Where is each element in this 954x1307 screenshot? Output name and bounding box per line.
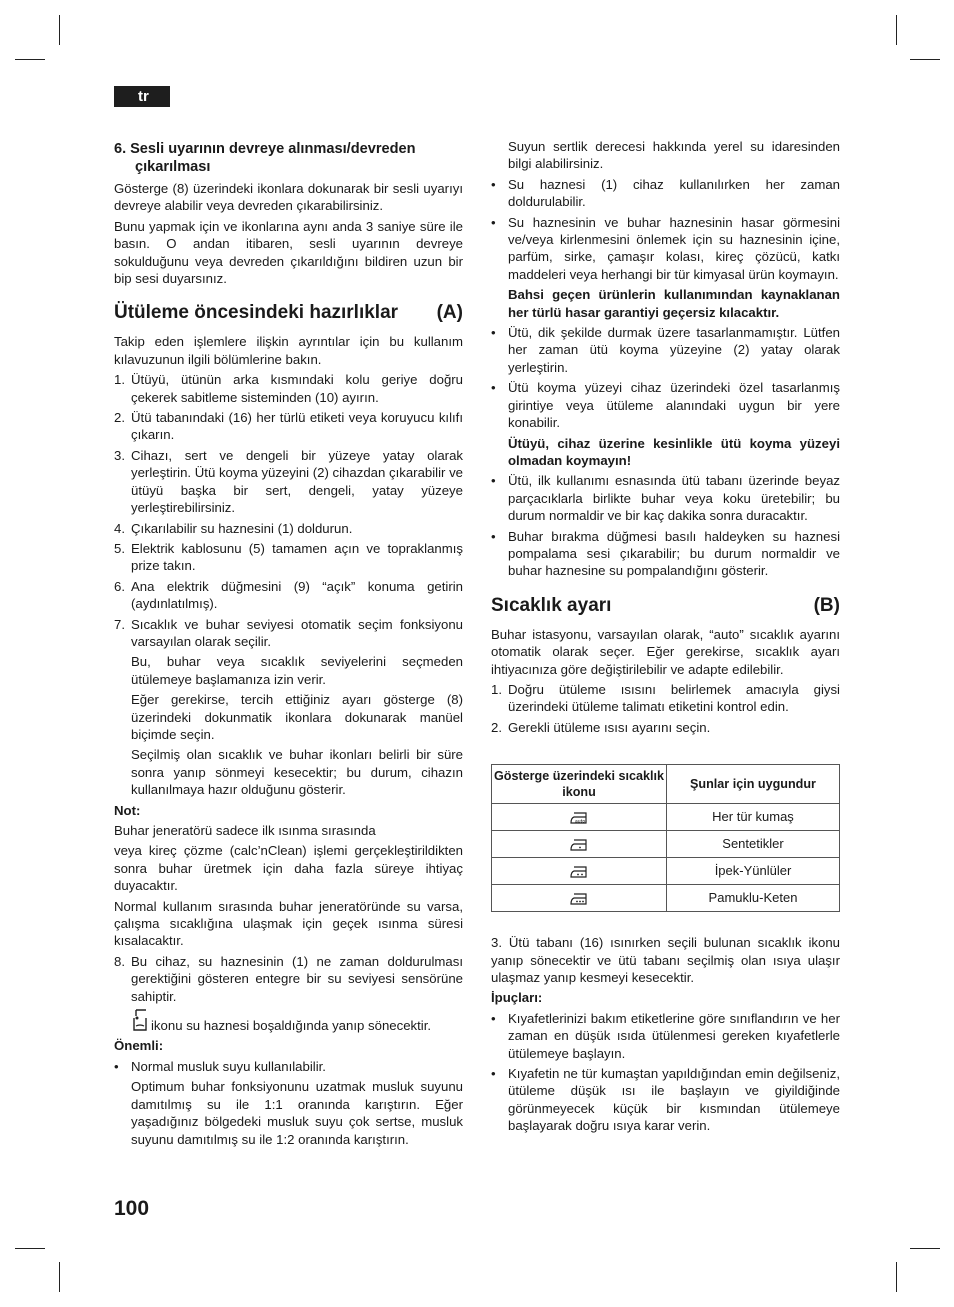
section-a-title: Ütüleme öncesindeki hazırlıklar [114,302,399,324]
svg-text:auto: auto [575,819,586,825]
iron-3dot-icon [569,892,589,906]
table-cell-label: Pamuklu-Keten [667,885,840,912]
water-tank-icon [131,1008,149,1034]
paragraph: Takip eden işlemlere ilişkin ayrıntılar için bu kullanım kılavuzunun ilgili bölümlerine bakın. [114,334,463,367]
list-item: 2. Gerekli ütüleme ısısı ayarını seçin. [491,719,711,735]
note-label: Not: [114,802,141,818]
table-cell-label: Her tür kumaş [667,804,840,831]
crop-mark [59,1262,60,1292]
section-b-tag: (B) [813,594,840,616]
list-item: • Ütü, ilk kullanımı esnasında ütü tabanı üzerinde beyaz parçacıklarla birlikte buhar veya koku üretebilir; bu durum normaldir ve bir kaç dakika sonra duracaktır. [491,473,840,524]
water-level-note: ikonu su haznesi boşaldığında yanıp sönecektir. [114,1008,463,1034]
paragraph: Gösterge (8) üzerindeki ikonlara dokunarak bir sesli uyarıyı devreye alabilir veya devreden çıkarabilirsiniz. [114,181,463,214]
section-6-heading: 6. Sesli uyarının devreye alınması/devreden çıkarılması [114,140,463,176]
language-tab: tr [114,86,170,107]
list-item: 1. Ütüyü, ütünün arka kısmındaki kolu geriye doğru çekerek sabitleme sisteminden (10) ayırın. [114,372,463,405]
table-header-icon: Gösterge üzerindeki sıcaklık ikonu [492,765,667,804]
warning-text: Bahsi geçen ürünlerin kullanımından kaynaklanan her türlü hasar garantiyi geçersiz kılacaktır. [508,287,840,320]
left-column [114,138,463,1151]
section-a-heading [114,301,463,325]
list-item: 3. Cihazı, sert ve dengeli bir yüzeye yatay olarak yerleştirin. Ütü koyma yüzeyini (2) cihazdan çıkarabilir ve ütüyü başka bir sert, dengeli, yatay yüzeye yerleştirebilirsiniz. [114,447,464,516]
list-item: 6. Ana elektrik düğmesini (9) “açık” konuma getirin (aydınlatılmış). [114,578,463,612]
list-item: • Kıyafetlerinizi bakım etiketlerine göre sınıflandırın ve her zaman en düşük ısıda ütülenmesi gereken kıyafetlerle ütülemeye başlayın. [491,1010,840,1061]
iron-2dot-icon [569,865,589,879]
list-item: 2. Ütü tabanındaki (16) her türlü etiketi veya koruyucu kılıfı çıkarın. [114,410,463,443]
section-6-title-line2: çıkarılması [135,159,211,175]
section-b-heading [491,594,840,618]
table-header-row [492,765,840,804]
right-column [491,138,840,1138]
step-7-detail: Eğer gerekirse, tercih ettiğiniz ayarı gösterge (8) üzerindeki dokunmatik ikonlara dokunarak manüel biçimde seçin. [131,692,463,742]
crop-mark [15,59,45,60]
crop-mark [15,1248,45,1249]
continued-text: Suyun sertlik derecesi hakkında yerel su idaresinden bilgi alabilirsiniz. [508,139,840,172]
page-number: 100 [114,1197,150,1220]
important-label: Önemli: [114,1038,164,1054]
crop-mark [896,15,897,45]
paragraph: Buhar istasyonu, varsayılan olarak, “auto” sıcaklık ayarını otomatik olarak seçer. Eğer gerekirse, sıcaklık ayarı ihtiyacınıza göre değiştirilebilir ve adapte edilebilir. [491,626,840,677]
temperature-table [491,764,840,912]
warning-text: Ütüyü, cihaz üzerine kesinlikle ütü koyma yüzeyi olmadan koymayın! [508,435,840,468]
list-item: • Ütü, dik şekilde durmak üzere tasarlanmamıştır. Lütfen her zaman ütü koyma yüzeyine (2) yatay olarak yerleştirin. [491,325,840,375]
section-b-title: Sıcaklık ayarı [491,594,612,616]
preparation-steps [114,371,463,798]
note-text: veya kireç çözme (calc’nClean) işlemi gerçekleştirildikten sonra buhar üretmek için daha fazla süreye ihtiyaç duyacaktır. [114,843,463,894]
crop-mark [910,59,940,60]
section-6-title-line1: Sesli uyarının devreye alınması/devreden [130,141,416,157]
list-item: 4. Çıkarılabilir su haznesini (1) doldurun. [114,520,353,536]
section-a-tag: (A) [436,302,463,324]
table-row [492,885,840,912]
paragraph: Bunu yapmak için ve ikonlarına aynı anda 3 saniye süre ile basın. O andan itibaren, sesli uyarının devreye sokulduğunu veya devreden çıkarıldığını bildiren uzun bir bip sesi duyarsınız. [114,218,463,287]
crop-mark [910,1248,940,1249]
table-cell-label: İpek-Yünlüler [667,858,840,885]
note-text: Buhar jeneratörü sadece ilk ısınma sırasında [114,823,376,838]
iron-1dot-icon [569,838,589,852]
list-item: 8. Bu cihaz, su haznesinin (1) ne zaman doldurulması gerektiğini gösteren entegre bir su seviyesi sensörüne sahiptir. [114,953,463,1004]
note-text: Normal kullanım sırasında buhar jeneratöründe su varsa, çalışma sıcaklığına ulaşmak için geçek ısınma süresi kısalacaktır. [114,898,463,949]
list-item: • Kıyafetin ne tür kumaştan yapıldığından emin değilseniz, ütüleme düşük ısı ile başlayın ve giyildiğinde görünmeyecek küçük bir kısmından ütülemeye başlayarak doğru ısıya karar verin. [491,1066,840,1134]
list-item: • Su haznesi (1) cihaz kullanılırken her zaman doldurulabilir. [491,176,840,210]
table-row [492,831,840,858]
table-cell-label: Sentetikler [667,831,840,858]
step-7-detail: Bu, buhar veya sıcaklık seviyelerini seçmeden ütülemeye başlamanıza izin verir. [131,654,463,687]
list-item: • Ütü koyma yüzeyi cihaz üzerindeki özel tasarlanmış girintiye veya ütüleme alanındaki uygun bir yere konabilir. [491,380,840,431]
list-item: • Normal musluk suyu kullanılabilir. [114,1058,326,1074]
list-item: • Su haznesinin ve buhar haznesinin hasar görmesini ve/veya kirlenmesini önlemek için su haznesinin içine, parfüm, sirke, çamaşır kolası, kireç çözücü, katkı maddeleri veya herhangi bir tür kimyasal ürün koymayın. [491,214,840,282]
crop-mark [59,15,60,45]
list-item: 7. Sıcaklık ve buhar seviyesi otomatik seçim fonksiyonu varsayılan olarak seçilir. [114,616,463,649]
list-item: • Buhar bırakma düğmesi basılı haldeyken su haznesi pompalama sesi çıkarabilir; bu durum normaldir ve buhar haznesine su pompalandığını gösterir. [491,528,840,579]
crop-mark [896,1262,897,1292]
step-7-detail: Seçilmiş olan sıcaklık ve buhar ikonları belirli bir süre sonra yanıp sönmeyi kesecektir; bu durum, cihazın kullanılmaya hazır olduğunu gösterir. [131,747,463,798]
table-row [492,804,840,831]
list-item: 1. Doğru ütüleme ısısını belirlemek amacıyla giysi üzerindeki ütüleme talimatı etiketini kontrol edin. [491,681,840,715]
important-detail: Optimum buhar fonksiyonunu uzatmak musluk suyunu damıtılmış su ile 1:1 oranında karıştırın. Eğer yaşadığınız bölgedeki musluk suyu çok sertse, musluk suyunu damıtılmış su ile 1:2 oranında karıştırın. [131,1079,463,1147]
table-row [492,858,840,885]
iron-auto-icon [569,811,589,825]
paragraph: 3. Ütü tabanı (16) ısınırken seçili bulunan sıcaklık ikonu yanıp sönecektir ve ütü tabanı seçilmiş olan ısıya ulaşır ulaşmaz yanıp kesmeyi kesecektir. [491,935,840,985]
list-item: 5. Elektrik kablosunu (5) tamamen açın ve topraklanmış prize takın. [114,540,463,574]
table-header-use: Şunlar için uygundur [667,765,840,804]
tips-label: İpuçları: [491,990,543,1006]
